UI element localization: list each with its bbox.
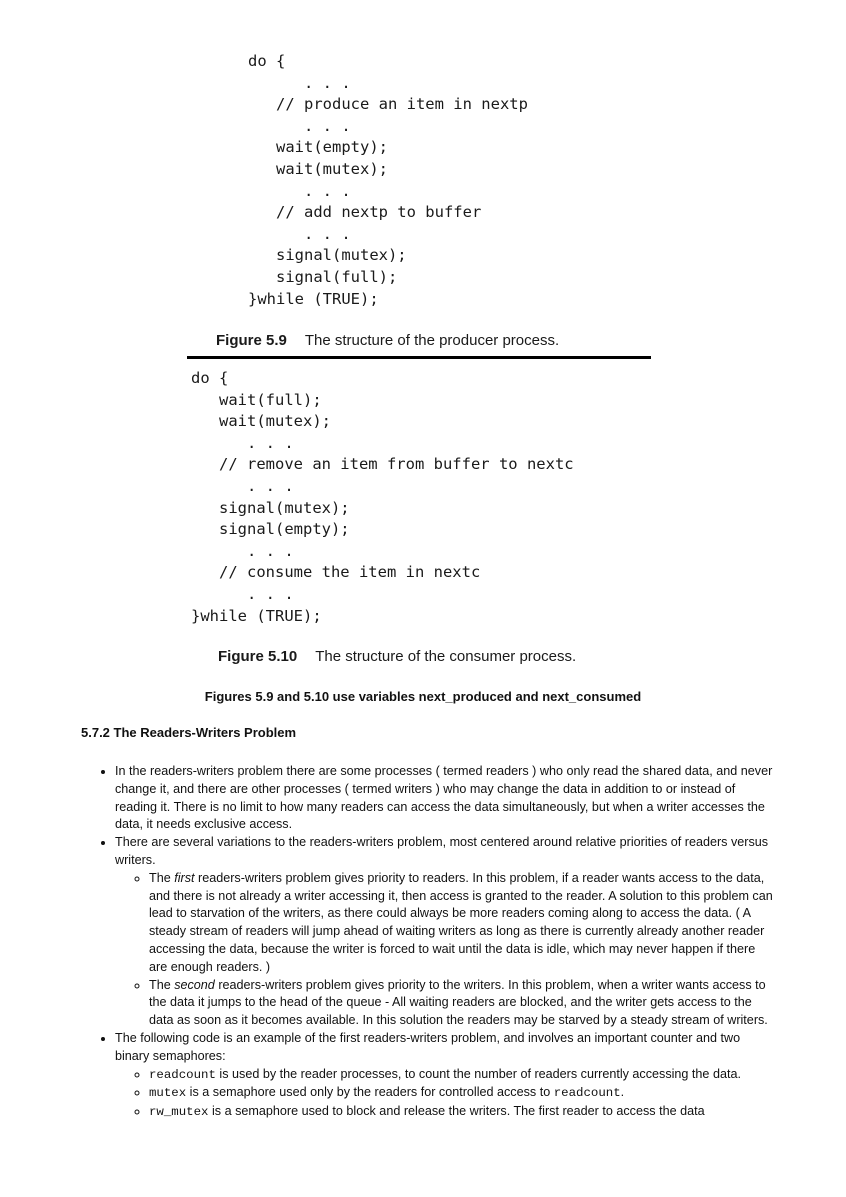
sub-bullet-text: readers-writers problem gives priority to readers. In this problem, if a reader wants access to the data, and there is not already a writer accessing it, then access is granted to the reader. A solution to this problem can lead to starvation of the writers, as there could always be more readers coming along to access the data. ( A steady stream of readers will jump ahead of waiting writers as long as there is currently already another reader accessing the data, because the writer is forced to wait until the data is idle, which may never happen if there are enough readers. ) [149, 870, 773, 974]
bullet-text: There are several variations to the readers-writers problem, most centered around relative priorities of readers versus writers. [115, 835, 769, 867]
bullet-list [115, 763, 775, 1122]
figure-5-10-caption-text: The structure of the consumer process. [315, 648, 577, 665]
sub-bullet-first-problem [149, 870, 775, 977]
consumer-code-block: do { wait(full); wait(mutex); . . . // remove an item from buffer to nextc . . . signal(mutex); signal(empty); . . . // consume the item in nextc . . . }while (TRUE); [191, 369, 574, 625]
bullet-text: The following code is an example of the first readers-writers problem, and involves an important counter and two binary semaphores: [115, 1030, 741, 1063]
emphasis-first: first [174, 870, 195, 885]
bullet-readers-writers-intro [115, 763, 775, 834]
sub-bullet-second-problem [149, 977, 775, 1030]
sub-bullet-rw-mutex [149, 1103, 775, 1122]
bullet-code-example [115, 1030, 775, 1122]
figure-5-9-label: Figure 5.9 [216, 332, 287, 349]
bullet-variations [115, 834, 775, 1030]
sub-bullet-text: is a semaphore used only by the readers for controlled access to [186, 1085, 554, 1100]
figure-5-9-caption [216, 332, 559, 349]
emphasis-second: second [174, 977, 215, 992]
section-heading: 5.7.2 The Readers-Writers Problem [81, 725, 297, 740]
code-readcount: readcount [149, 1067, 216, 1082]
sub-bullet-text: readers-writers problem gives priority to the writers. In this problem, when a writer wants access to the data it jumps to the head of the queue - All waiting readers are blocked, and the writer gets access to the data as soon as it becomes available. In this solution the readers may be starved by a steady stream of writers. [149, 977, 768, 1028]
figure-divider-rule [187, 356, 651, 359]
sub-bullet-text: The [149, 977, 175, 992]
sub-bullet-readcount [149, 1066, 775, 1085]
sub-bullet-text: is used by the reader processes, to count the number of readers currently accessing the data. [215, 1066, 741, 1081]
bullet-text: In the readers-writers problem there are some processes ( termed readers ) who only read the shared data, and never change it, and there are other processes ( termed writers ) who may change the data in addition to or instead of reading it. There is no limit to how many readers can access the data simultaneously, but when a writer accesses the data, it needs exclusive access. [115, 764, 773, 832]
figures-variable-note: Figures 5.9 and 5.10 use variables next_produced and next_consumed [204, 689, 642, 704]
sub-bullet-text: The [149, 870, 175, 885]
code-rw-mutex: rw_mutex [149, 1105, 209, 1120]
producer-code-block: do { . . . // produce an item in nextp . . . wait(empty); wait(mutex); . . . // add nextp to buffer . . . signal(mutex); signal(full); }while (TRUE); [248, 52, 528, 308]
code-mutex: mutex [149, 1086, 187, 1101]
code-readcount: readcount [553, 1086, 621, 1101]
variations-sublist [115, 870, 775, 1030]
semaphore-sublist [115, 1066, 775, 1122]
sub-bullet-text: is a semaphore used to block and release the writers. The first reader to access the data [208, 1104, 705, 1119]
figure-5-9-caption-text: The structure of the producer process. [304, 332, 560, 349]
sub-bullet-text: . [620, 1085, 625, 1100]
figure-5-10-label: Figure 5.10 [218, 648, 298, 665]
figure-5-10-caption [218, 648, 576, 665]
sub-bullet-mutex [149, 1084, 775, 1103]
